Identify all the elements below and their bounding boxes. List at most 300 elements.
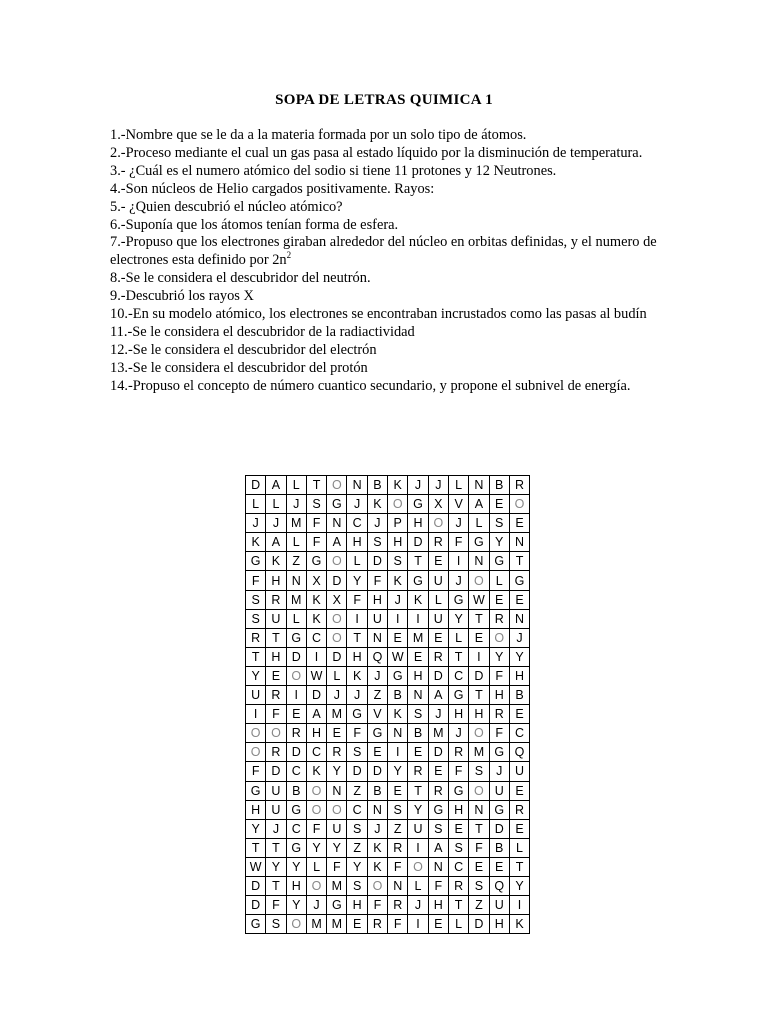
grid-cell: L xyxy=(286,609,306,628)
grid-cell: L xyxy=(286,476,306,495)
grid-cell: Z xyxy=(286,552,306,571)
grid-cell: Y xyxy=(347,571,367,590)
grid-cell: T xyxy=(266,876,286,895)
grid-cell: O xyxy=(469,781,489,800)
grid-cell: D xyxy=(367,762,387,781)
grid-cell: C xyxy=(286,819,306,838)
question-item: 6.-Suponía que los átomos tenían forma de esfera. xyxy=(110,216,399,233)
grid-cell: O xyxy=(489,628,509,647)
grid-cell: X xyxy=(428,495,448,514)
grid-cell: O xyxy=(469,571,489,590)
grid-row xyxy=(246,533,530,552)
grid-cell: J xyxy=(448,514,468,533)
grid-cell: K xyxy=(388,476,408,495)
grid-row xyxy=(246,781,530,800)
grid-cell: M xyxy=(428,724,448,743)
grid-cell: E xyxy=(428,915,448,934)
grid-cell: Y xyxy=(448,609,468,628)
grid-cell: I xyxy=(347,609,367,628)
grid-row xyxy=(246,628,530,647)
grid-cell: L xyxy=(469,514,489,533)
grid-cell: J xyxy=(367,666,387,685)
grid-cell: H xyxy=(408,666,428,685)
grid-cell: N xyxy=(408,686,428,705)
grid-cell: C xyxy=(347,514,367,533)
grid-cell: F xyxy=(469,838,489,857)
grid-cell: E xyxy=(489,495,509,514)
grid-cell: J xyxy=(266,514,286,533)
grid-cell: G xyxy=(367,724,387,743)
question-item: 5.- ¿Quien descubrió el núcleo atómico? xyxy=(110,198,343,215)
grid-cell: L xyxy=(448,476,468,495)
grid-cell: U xyxy=(509,762,529,781)
grid-cell: G xyxy=(448,590,468,609)
grid-cell: G xyxy=(509,571,529,590)
grid-cell: S xyxy=(246,590,266,609)
grid-cell: D xyxy=(327,571,347,590)
grid-cell: B xyxy=(489,476,509,495)
grid-cell: U xyxy=(428,571,448,590)
grid-cell: K xyxy=(306,762,326,781)
grid-cell: O xyxy=(509,495,529,514)
grid-cell: U xyxy=(489,896,509,915)
grid-cell: D xyxy=(246,876,266,895)
grid-cell: G xyxy=(448,781,468,800)
grid-cell: O xyxy=(306,876,326,895)
grid-cell: K xyxy=(388,705,408,724)
grid-cell: U xyxy=(266,781,286,800)
grid-cell: O xyxy=(327,476,347,495)
grid-cell: L xyxy=(448,628,468,647)
question-item: 8.-Se le considera el descubridor del neutrón. xyxy=(110,270,371,287)
grid-cell: A xyxy=(428,838,448,857)
grid-cell: E xyxy=(408,647,428,666)
grid-cell: H xyxy=(388,533,408,552)
grid-cell: O xyxy=(246,724,266,743)
grid-cell: F xyxy=(266,705,286,724)
grid-cell: N xyxy=(509,609,529,628)
question-item: 11.-Se le considera el descubridor de la radiactividad xyxy=(110,323,415,340)
grid-cell: K xyxy=(388,571,408,590)
grid-cell: H xyxy=(347,647,367,666)
grid-cell: J xyxy=(428,476,448,495)
superscript-exponent: 2 xyxy=(286,249,292,260)
grid-cell: Y xyxy=(266,857,286,876)
question-item: 12.-Se le considera el descubridor del electrón xyxy=(110,341,377,358)
grid-cell: H xyxy=(266,647,286,666)
grid-cell: R xyxy=(448,743,468,762)
grid-row xyxy=(246,876,530,895)
grid-cell: L xyxy=(428,590,448,609)
grid-cell: H xyxy=(448,705,468,724)
grid-cell: K xyxy=(347,666,367,685)
grid-cell: L xyxy=(509,838,529,857)
grid-cell: U xyxy=(327,819,347,838)
grid-cell: J xyxy=(347,686,367,705)
grid-cell: T xyxy=(266,628,286,647)
grid-cell: G xyxy=(408,571,428,590)
grid-cell: J xyxy=(408,476,428,495)
grid-cell: R xyxy=(266,686,286,705)
grid-cell: E xyxy=(266,666,286,685)
grid-cell: I xyxy=(388,609,408,628)
grid-cell: I xyxy=(388,743,408,762)
grid-cell: E xyxy=(347,915,367,934)
grid-cell: I xyxy=(306,647,326,666)
grid-cell: D xyxy=(347,762,367,781)
grid-cell: Y xyxy=(489,533,509,552)
grid-cell: U xyxy=(408,819,428,838)
grid-cell: R xyxy=(509,800,529,819)
grid-cell: B xyxy=(367,781,387,800)
grid-cell: Y xyxy=(286,896,306,915)
grid-cell: E xyxy=(469,628,489,647)
grid-cell: E xyxy=(509,705,529,724)
grid-cell: O xyxy=(408,857,428,876)
question-item: 3.- ¿Cuál es el numero atómico del sodio si tiene 11 protones y 12 Neutrones. xyxy=(110,162,557,179)
grid-cell: N xyxy=(469,800,489,819)
grid-cell: E xyxy=(428,552,448,571)
grid-cell: L xyxy=(246,495,266,514)
grid-cell: S xyxy=(367,533,387,552)
grid-cell: O xyxy=(388,495,408,514)
grid-cell: Y xyxy=(509,647,529,666)
grid-cell: E xyxy=(408,743,428,762)
grid-cell: J xyxy=(448,724,468,743)
grid-row xyxy=(246,552,530,571)
grid-cell: E xyxy=(367,743,387,762)
grid-cell: G xyxy=(327,495,347,514)
question-item: 1.-Nombre que se le da a la materia formada por un solo tipo de átomos. xyxy=(110,127,527,143)
grid-cell: Y xyxy=(408,800,428,819)
grid-cell: J xyxy=(408,896,428,915)
grid-cell: J xyxy=(306,896,326,915)
grid-cell: L xyxy=(286,533,306,552)
grid-cell: H xyxy=(408,514,428,533)
grid-cell: L xyxy=(327,666,347,685)
grid-cell: E xyxy=(509,514,529,533)
grid-cell: H xyxy=(286,876,306,895)
grid-cell: M xyxy=(327,876,347,895)
grid-cell: D xyxy=(428,666,448,685)
grid-row xyxy=(246,647,530,666)
grid-cell: U xyxy=(246,686,266,705)
question-item: 10.-En su modelo atómico, los electrones se encontraban incrustados como las pasas al budín xyxy=(110,306,647,323)
grid-cell: H xyxy=(489,686,509,705)
question-text: 7.-Propuso que los electrones giraban alrededor del núcleo en orbitas definidas, y el numero de electrones esta definido por 2n xyxy=(110,234,657,269)
grid-cell: J xyxy=(286,495,306,514)
grid-cell: R xyxy=(509,476,529,495)
grid-cell: H xyxy=(448,800,468,819)
grid-cell: F xyxy=(246,571,266,590)
grid-cell: K xyxy=(306,609,326,628)
grid-cell: M xyxy=(469,743,489,762)
grid-cell: F xyxy=(266,896,286,915)
grid-cell: E xyxy=(388,781,408,800)
grid-cell: S xyxy=(448,838,468,857)
grid-cell: O xyxy=(327,552,347,571)
grid-cell: Q xyxy=(489,876,509,895)
grid-cell: T xyxy=(408,781,428,800)
grid-cell: M xyxy=(286,590,306,609)
grid-cell: G xyxy=(246,552,266,571)
grid-cell: H xyxy=(367,590,387,609)
grid-cell: Y xyxy=(286,857,306,876)
grid-cell: D xyxy=(469,915,489,934)
grid-cell: E xyxy=(388,628,408,647)
grid-row xyxy=(246,800,530,819)
grid-cell: C xyxy=(509,724,529,743)
grid-cell: V xyxy=(448,495,468,514)
grid-cell: C xyxy=(448,857,468,876)
grid-cell: R xyxy=(327,743,347,762)
grid-cell: S xyxy=(347,743,367,762)
grid-cell: H xyxy=(246,800,266,819)
grid-cell: K xyxy=(246,533,266,552)
grid-cell: I xyxy=(408,915,428,934)
grid-cell: C xyxy=(306,743,326,762)
grid-cell: K xyxy=(306,590,326,609)
grid-cell: D xyxy=(246,896,266,915)
grid-cell: D xyxy=(408,533,428,552)
grid-row xyxy=(246,686,530,705)
grid-cell: L xyxy=(347,552,367,571)
grid-cell: N xyxy=(286,571,306,590)
grid-cell: R xyxy=(388,896,408,915)
grid-cell: O xyxy=(306,800,326,819)
grid-cell: K xyxy=(367,495,387,514)
grid-cell: S xyxy=(489,514,509,533)
grid-cell: R xyxy=(428,647,448,666)
grid-cell: Y xyxy=(306,838,326,857)
grid-cell: R xyxy=(266,590,286,609)
grid-cell: D xyxy=(286,743,306,762)
grid-row xyxy=(246,743,530,762)
grid-cell: O xyxy=(367,876,387,895)
grid-cell: O xyxy=(327,609,347,628)
grid-cell: A xyxy=(306,705,326,724)
grid-cell: R xyxy=(388,838,408,857)
grid-cell: D xyxy=(428,743,448,762)
grid-cell: S xyxy=(428,819,448,838)
grid-cell: T xyxy=(408,552,428,571)
grid-cell: G xyxy=(489,743,509,762)
grid-cell: Z xyxy=(347,781,367,800)
grid-cell: G xyxy=(408,495,428,514)
grid-cell: Y xyxy=(246,666,266,685)
grid-cell: R xyxy=(367,915,387,934)
question-item: 4.-Son núcleos de Helio cargados positivamente. Rayos: xyxy=(110,180,435,197)
grid-cell: F xyxy=(428,876,448,895)
grid-cell: C xyxy=(306,628,326,647)
grid-cell: S xyxy=(246,609,266,628)
grid-cell: V xyxy=(367,705,387,724)
grid-cell: A xyxy=(469,495,489,514)
grid-cell: C xyxy=(347,800,367,819)
grid-cell: N xyxy=(428,857,448,876)
grid-cell: O xyxy=(327,628,347,647)
grid-cell: P xyxy=(388,514,408,533)
grid-cell: G xyxy=(306,552,326,571)
grid-cell: I xyxy=(469,647,489,666)
grid-cell: R xyxy=(266,743,286,762)
grid-cell: E xyxy=(489,857,509,876)
grid-cell: D xyxy=(489,819,509,838)
grid-row xyxy=(246,514,530,533)
grid-cell: F xyxy=(388,857,408,876)
grid-cell: J xyxy=(327,686,347,705)
grid-cell: K xyxy=(367,857,387,876)
grid-cell: I xyxy=(408,609,428,628)
grid-cell: F xyxy=(489,724,509,743)
grid-row xyxy=(246,896,530,915)
grid-cell: F xyxy=(448,762,468,781)
grid-row xyxy=(246,724,530,743)
grid-cell: R xyxy=(428,781,448,800)
grid-cell: S xyxy=(266,915,286,934)
grid-cell: G xyxy=(327,896,347,915)
grid-cell: G xyxy=(489,800,509,819)
grid-row xyxy=(246,819,530,838)
grid-cell: T xyxy=(448,647,468,666)
grid-cell: G xyxy=(286,838,306,857)
grid-cell: Y xyxy=(388,762,408,781)
grid-cell: F xyxy=(347,590,367,609)
grid-cell: B xyxy=(286,781,306,800)
grid-cell: N xyxy=(367,800,387,819)
grid-cell: E xyxy=(428,628,448,647)
grid-cell: R xyxy=(428,533,448,552)
grid-cell: O xyxy=(469,724,489,743)
grid-cell: N xyxy=(469,476,489,495)
grid-cell: A xyxy=(327,533,347,552)
grid-cell: D xyxy=(469,666,489,685)
grid-cell: G xyxy=(388,666,408,685)
grid-cell: F xyxy=(367,571,387,590)
grid-cell: L xyxy=(408,876,428,895)
grid-cell: J xyxy=(509,628,529,647)
grid-row xyxy=(246,666,530,685)
grid-cell: J xyxy=(246,514,266,533)
grid-cell: U xyxy=(489,781,509,800)
grid-cell: G xyxy=(489,552,509,571)
grid-cell: G xyxy=(286,800,306,819)
grid-cell: J xyxy=(428,705,448,724)
question-item: 9.-Descubrió los rayos X xyxy=(110,288,254,305)
grid-cell: Z xyxy=(367,686,387,705)
grid-cell: T xyxy=(347,628,367,647)
grid-cell: E xyxy=(509,590,529,609)
grid-cell: H xyxy=(347,896,367,915)
grid-cell: T xyxy=(509,857,529,876)
grid-cell: R xyxy=(286,724,306,743)
grid-cell: Z xyxy=(469,896,489,915)
grid-cell: N xyxy=(367,628,387,647)
grid-row xyxy=(246,762,530,781)
grid-cell: O xyxy=(246,743,266,762)
grid-cell: D xyxy=(286,647,306,666)
grid-cell: R xyxy=(246,628,266,647)
grid-cell: U xyxy=(367,609,387,628)
grid-cell: E xyxy=(469,857,489,876)
grid-cell: O xyxy=(306,781,326,800)
grid-cell: B xyxy=(388,686,408,705)
grid-row xyxy=(246,857,530,876)
grid-cell: G xyxy=(246,781,266,800)
grid-cell: K xyxy=(266,552,286,571)
grid-cell: L xyxy=(489,571,509,590)
grid-cell: H xyxy=(266,571,286,590)
grid-cell: S xyxy=(347,876,367,895)
grid-cell: H xyxy=(347,533,367,552)
grid-cell: G xyxy=(428,800,448,819)
grid-cell: F xyxy=(489,666,509,685)
grid-cell: E xyxy=(286,705,306,724)
grid-row xyxy=(246,571,530,590)
question-item: 13.-Se le considera el descubridor del protón xyxy=(110,359,368,376)
grid-cell: Y xyxy=(246,819,266,838)
grid-cell: D xyxy=(246,476,266,495)
question-item xyxy=(110,234,658,270)
grid-cell: D xyxy=(327,647,347,666)
grid-cell: U xyxy=(266,800,286,819)
grid-cell: A xyxy=(266,476,286,495)
grid-cell: I xyxy=(408,838,428,857)
grid-cell: N xyxy=(388,724,408,743)
question-item: 14.-Propuso el concepto de número cuantico secundario, y propone el subnivel de energía. xyxy=(110,377,631,394)
grid-cell: J xyxy=(367,819,387,838)
grid-row xyxy=(246,838,530,857)
grid-cell: S xyxy=(388,552,408,571)
grid-cell: F xyxy=(306,819,326,838)
grid-cell: J xyxy=(367,514,387,533)
grid-cell: B xyxy=(367,476,387,495)
grid-cell: S xyxy=(469,762,489,781)
grid-cell: M xyxy=(327,705,347,724)
grid-cell: M xyxy=(286,514,306,533)
grid-cell: Y xyxy=(509,876,529,895)
grid-cell: B xyxy=(408,724,428,743)
word-search-grid xyxy=(245,475,530,934)
grid-cell: Y xyxy=(347,857,367,876)
grid-cell: N xyxy=(469,552,489,571)
grid-cell: F xyxy=(306,533,326,552)
grid-cell: W xyxy=(469,590,489,609)
grid-cell: G xyxy=(286,628,306,647)
grid-cell: T xyxy=(306,476,326,495)
grid-cell: T xyxy=(448,896,468,915)
question-list xyxy=(110,127,658,396)
grid-cell: T xyxy=(509,552,529,571)
grid-cell: Y xyxy=(327,838,347,857)
grid-cell: X xyxy=(327,590,347,609)
grid-cell: K xyxy=(367,838,387,857)
grid-cell: M xyxy=(408,628,428,647)
grid-cell: Q xyxy=(509,743,529,762)
grid-cell: E xyxy=(509,819,529,838)
grid-cell: D xyxy=(266,762,286,781)
grid-cell: F xyxy=(306,514,326,533)
grid-cell: D xyxy=(306,686,326,705)
grid-cell: O xyxy=(286,666,306,685)
grid-row xyxy=(246,915,530,934)
grid-cell: G xyxy=(448,686,468,705)
grid-cell: R xyxy=(408,762,428,781)
grid-cell: O xyxy=(266,724,286,743)
grid-cell: T xyxy=(469,686,489,705)
grid-cell: R xyxy=(489,705,509,724)
grid-cell: E xyxy=(448,819,468,838)
